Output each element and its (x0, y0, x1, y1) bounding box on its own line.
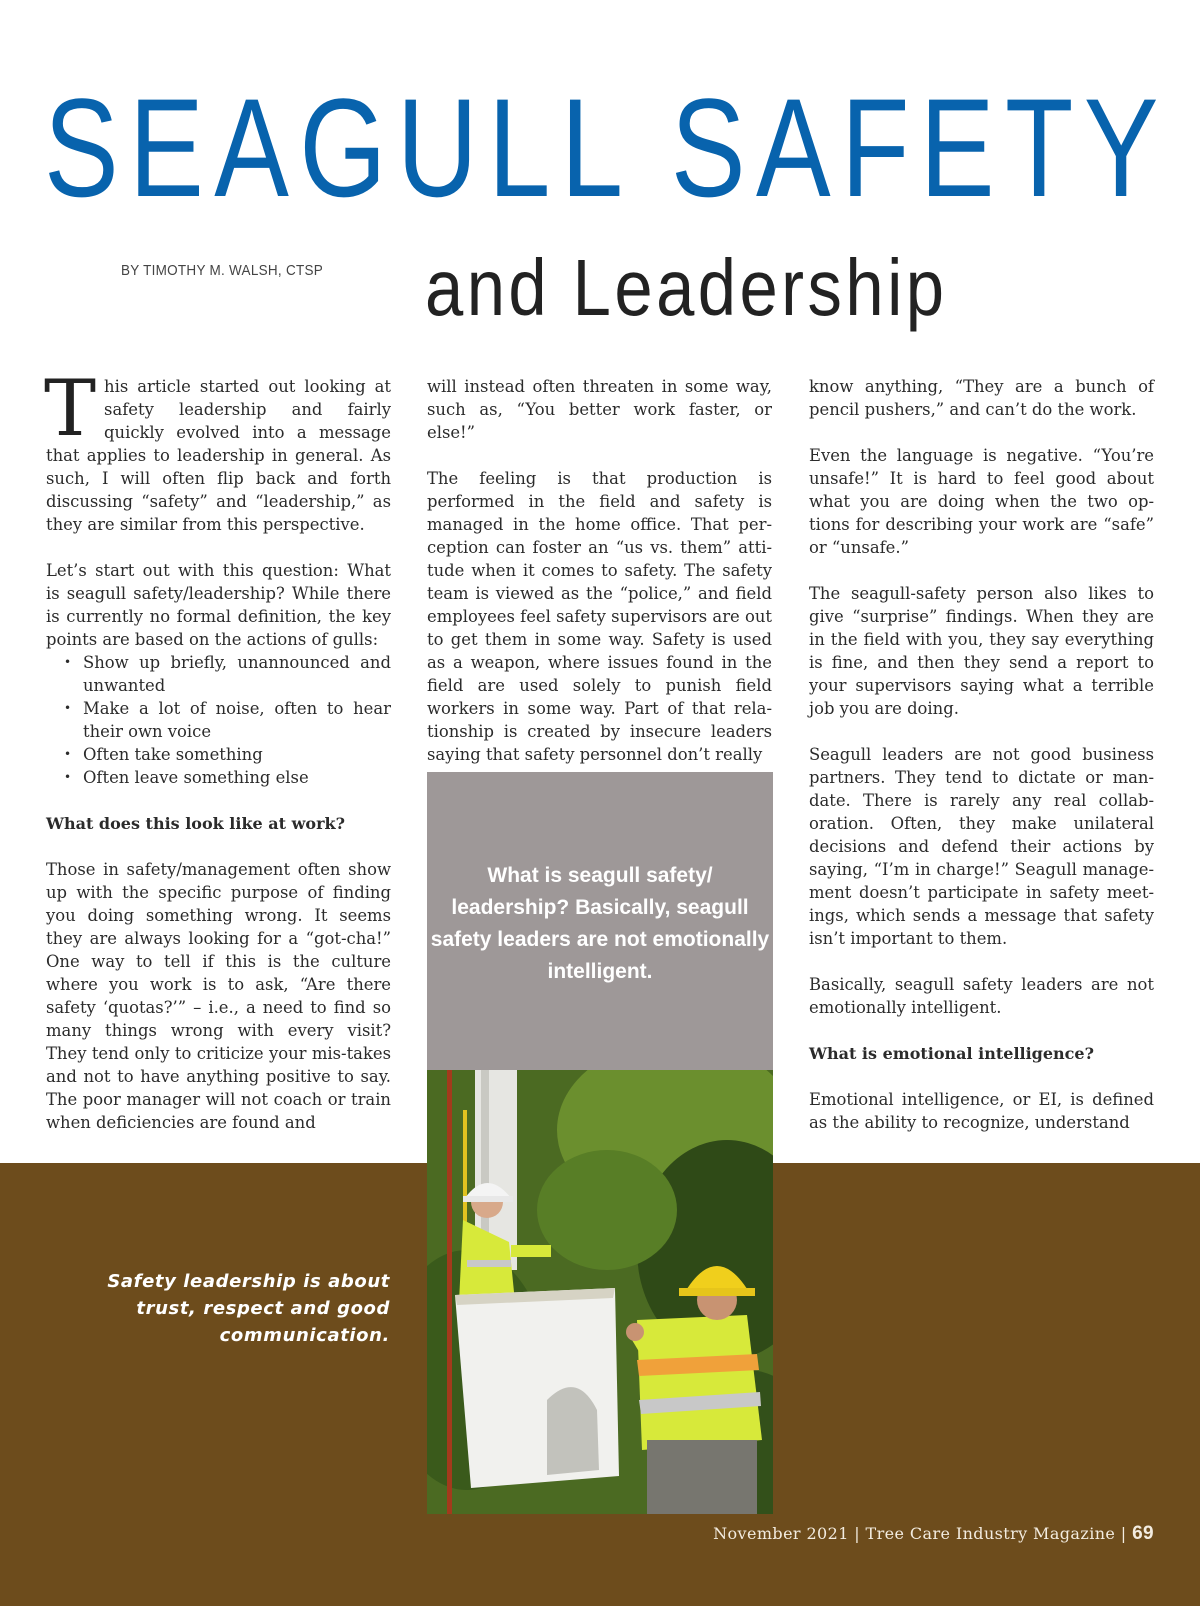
intro-text: his article started out looking at safety leadership and fairly quickly evolved into a message that applies to leadership in general. As such, I will often flip back and forth discussing “safety” and “leadership,” as they are similar from this perspective. (46, 377, 391, 534)
list-item: • Show up briefly, unannounced and unwanted (46, 651, 391, 697)
language-paragraph: Even the language is negative. “You’re unsafe!” It is hard to feel good about what you are doing when the two op-tions for describing your work are “safe” or “unsafe.” (809, 446, 1154, 557)
column-3 (809, 375, 1154, 1157)
gray-pull-quote: What is seagull safety/ leadership? Basically, seagull safety leaders are not emotionally intelligent. (430, 864, 770, 983)
byline: BY TIMOTHY M. WALSH, CTSP (121, 262, 324, 279)
article-subtitle: and Leadership (425, 243, 948, 332)
list-item: • Make a lot of noise, often to hear their own voice (46, 697, 391, 743)
list-item: • Often leave something else (46, 766, 391, 789)
column-2 (427, 375, 772, 789)
subhead-ei: What is emotional intelligence? (809, 1044, 1094, 1063)
page-number: 69 (1132, 1523, 1154, 1544)
pencil-paragraph: know anything, “They are a bunch of pencil pushers,” and can’t do the work. (809, 377, 1154, 419)
threat-paragraph: will instead often threaten in some way, such as, “You better work faster, or else!” (427, 377, 772, 442)
partners-paragraph: Seagull leaders are not good business partners. They tend to dictate or man-date. There is rarely any real collab-oration. Often, they make unilateral decisions and defend their actions by saying, “I’m in charge!” Seagull manage-ment doesn’t participate in safety meet-ings, which sends a message that safety isn’t important to them. (809, 745, 1154, 948)
footer-text: November 2021 | Tree Care Industry Magazine | (713, 1524, 1127, 1543)
subhead-work: What does this look like at work? (46, 814, 345, 833)
brown-pull-quote: Safety leadership is about trust, respect and good communication. (107, 1271, 390, 1346)
utility-workers-photo (427, 1070, 773, 1514)
production-paragraph: The feeling is that production is performed in the field and safety is managed in the home office. That per-ception can foster an “us vs. them” atti-tude when it comes to safety. The safety team is viewed as the “police,” and field employees feel safety supervisors are out to get them in some way. Safety is used as a weapon, where issues found in the field are used solely to punish field workers in some way. Part of that rela-tionship is created by insecure leaders saying that safety personnel don’t really (427, 469, 772, 764)
column-1 (44, 364, 391, 1157)
article-title: SEAGULL SAFETY (44, 69, 1169, 226)
work-paragraph: Those in safety/management often show up with the specific purpose of finding you doing something wrong. It seems they are always looking for a “got-cha!” One way to tell if this is the culture where you work is to ask, “Are there safety ‘quotas?’” – i.e., a need to find so many things wrong with every visit? They tend only to criticize your mis-takes and not to have anything positive to say. The poor manager will not coach or train when deficiencies are found and (46, 860, 391, 1132)
gray-pull-quote-box (427, 772, 773, 1070)
photo-illustration (427, 1070, 773, 1514)
surprise-paragraph: The seagull-safety person also likes to give “surprise” findings. When they are in the field with you, they say everything is fine, and then they send a report to your supervisors saying what a terrible job you are doing. (809, 584, 1154, 718)
page-footer (713, 1523, 1154, 1545)
intro-paragraph (44, 364, 391, 536)
ei-summary-paragraph: Basically, seagull safety leaders are not emotionally intelligent. (809, 975, 1154, 1017)
gull-actions-list (46, 651, 391, 789)
ei-definition-paragraph: Emotional intelligence, or EI, is defined as the ability to recognize, understand (809, 1090, 1154, 1132)
list-item: • Often take something (46, 743, 391, 766)
question-paragraph: Let’s start out with this question: What is seagull safety/leadership? While there is currently no formal definition, the key points are based on the actions of gulls: (46, 561, 391, 649)
drop-cap: T (44, 364, 97, 454)
